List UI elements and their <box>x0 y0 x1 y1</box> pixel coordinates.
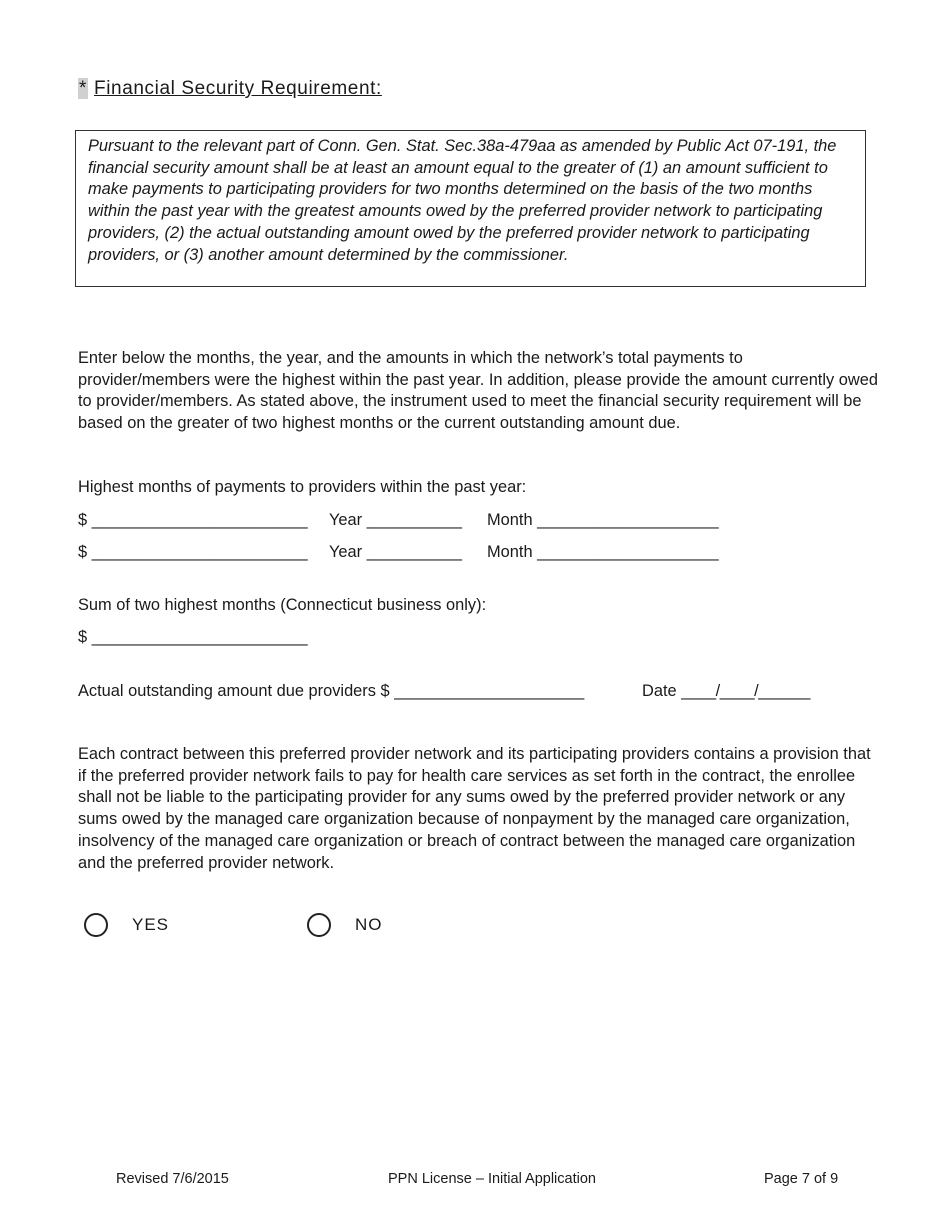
payment-row-2 <box>78 543 307 562</box>
year-label: Year <box>329 543 363 561</box>
month-label: Month <box>487 543 533 561</box>
date-field[interactable]: ____/____/______ <box>681 682 810 700</box>
month-group-1 <box>487 511 718 530</box>
outstanding-amount-field[interactable]: ______________________ <box>394 682 584 700</box>
year-group-2 <box>329 543 461 562</box>
yes-label: YES <box>132 915 170 934</box>
no-radio[interactable] <box>307 913 331 937</box>
no-label: NO <box>355 915 383 934</box>
year-field-2[interactable]: ___________ <box>366 543 462 561</box>
section-title: Financial Security Requirement: <box>94 78 382 99</box>
footer-revised: Revised 7/6/2015 <box>116 1171 229 1187</box>
month-field-1[interactable]: _____________________ <box>537 511 719 529</box>
dollar-sign: $ <box>78 628 88 646</box>
footer-form-title: PPN License – Initial Application <box>388 1171 596 1187</box>
year-field-1[interactable]: ___________ <box>366 511 462 529</box>
payment-row-1 <box>78 511 307 530</box>
required-marker: * <box>79 78 87 99</box>
month-field-2[interactable]: _____________________ <box>537 543 719 561</box>
outstanding-row <box>78 682 584 701</box>
yes-option[interactable] <box>84 913 169 937</box>
sum-amount-field[interactable]: _________________________ <box>91 628 308 646</box>
section-heading <box>78 78 382 100</box>
amount-field-1[interactable]: _________________________ <box>91 511 308 529</box>
date-label: Date <box>642 682 677 700</box>
sum-row <box>78 628 307 647</box>
outstanding-label: Actual outstanding amount due providers $ <box>78 682 390 700</box>
dollar-sign: $ <box>78 511 88 529</box>
statute-box <box>75 130 866 287</box>
dollar-sign: $ <box>78 543 88 561</box>
year-label: Year <box>329 511 363 529</box>
no-option[interactable] <box>307 913 383 937</box>
contract-statement: Each contract between this preferred provider network and its participating providers contains a provision that if the preferred provider network fails to pay for health care services as set forth in the contract, the enrollee shall not be liable to the participating provider for any sums owed by the preferred provider network or any sums owed by the managed care organization because of nonpayment by the managed care organization, insolvency of the managed care organization or breach of contract between the managed care organization and the preferred provider network. <box>78 745 871 872</box>
amount-field-2[interactable]: _________________________ <box>91 543 308 561</box>
instructions-paragraph: Enter below the months, the year, and the amounts in which the network’s total payments to provider/members were the highest within the past year. In addition, please provide the amount currently owed to provider/members. As stated above, the instrument used to meet the financial security requirement will be based on the greater of two highest months or the current outstanding amount due. <box>78 349 878 433</box>
month-label: Month <box>487 511 533 529</box>
year-group-1 <box>329 511 461 530</box>
footer-page-number: Page 7 of 9 <box>764 1171 839 1187</box>
yes-radio[interactable] <box>84 913 108 937</box>
month-group-2 <box>487 543 718 562</box>
date-group <box>642 682 810 701</box>
statute-text: Pursuant to the relevant part of Conn. Gen. Stat. Sec.38a-479aa as amended by Public Act 07-191, the financial security amount shall be at least an amount equal to the greater of (1) an amount sufficient to make payments to participating providers for two months determined on the basis of the two months within the past year with the greatest amounts owed by the preferred provider network to participating providers, (2) the actual outstanding amount owed by the preferred provider network to participating providers, or (3) another amount determined by the commissioner. <box>88 137 837 264</box>
highest-months-label: Highest months of payments to providers within the past year: <box>78 478 527 496</box>
sum-label: Sum of two highest months (Connecticut business only): <box>78 596 487 614</box>
